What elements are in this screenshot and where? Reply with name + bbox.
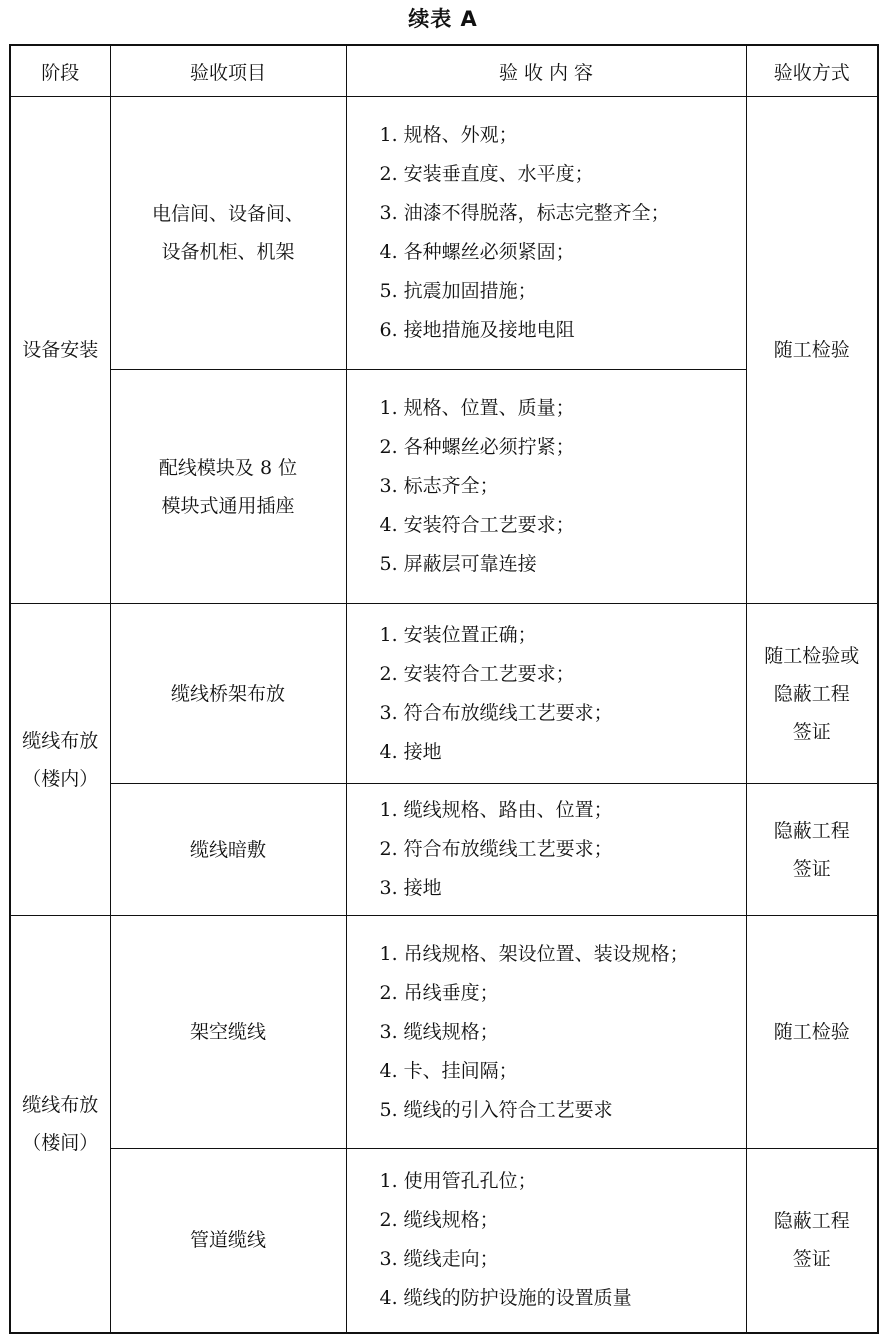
content-item: 1. 安装位置正确； <box>379 623 537 646</box>
item-cell <box>110 604 346 784</box>
content-item: 6. 接地措施及接地电阻 <box>379 319 575 341</box>
content-item: 2. 缆线规格； <box>379 1209 499 1232</box>
content-cell <box>346 370 746 604</box>
stage-text: 缆线布放 <box>22 1093 99 1116</box>
content-item: 2. 吊线垂度； <box>379 981 499 1004</box>
method-text: 随工检验或 <box>764 644 860 667</box>
table-title: 续表 A <box>408 7 478 31</box>
stage-cell <box>10 916 110 1333</box>
content-item: 4. 接地 <box>379 740 442 763</box>
content-item: 3. 接地 <box>379 877 442 899</box>
content-item: 2. 安装垂直度、水平度； <box>379 163 594 185</box>
table-row <box>10 916 878 1149</box>
stage-cell <box>10 97 110 604</box>
table-row <box>10 1149 878 1333</box>
stage-cell <box>10 604 110 916</box>
content-item: 5. 抗震加固措施； <box>379 280 537 302</box>
content-cell <box>346 97 746 370</box>
item-text: 模块式通用插座 <box>161 494 295 517</box>
method-cell <box>746 604 878 784</box>
table-row <box>10 604 878 784</box>
header-content: 验 收 内 容 <box>346 45 746 97</box>
header-row <box>10 45 878 97</box>
header-item: 验收项目 <box>110 45 346 97</box>
content-cell <box>346 604 746 784</box>
table-row <box>10 784 878 916</box>
header-method: 验收方式 <box>746 45 878 97</box>
stage-text: （楼内） <box>22 767 99 790</box>
content-item: 1. 缆线规格、路由、位置； <box>379 799 613 821</box>
content-item: 5. 屏蔽层可靠连接 <box>379 553 537 575</box>
method-text: 随工检验 <box>773 1021 850 1043</box>
method-text: 隐蔽工程 <box>773 1210 850 1233</box>
content-item: 3. 缆线走向； <box>379 1248 499 1271</box>
content-item: 1. 规格、位置、质量； <box>379 397 575 419</box>
method-cell <box>746 97 878 604</box>
method-text: 签证 <box>792 1248 831 1271</box>
method-text: 签证 <box>792 857 831 880</box>
content-cell <box>346 1149 746 1333</box>
content-item: 3. 标志齐全； <box>379 475 499 497</box>
acceptance-table <box>9 44 879 1334</box>
item-cell <box>110 1149 346 1333</box>
content-item: 2. 各种螺丝必须拧紧； <box>379 436 575 458</box>
method-cell <box>746 1149 878 1333</box>
content-item: 2. 符合布放缆线工艺要求； <box>379 838 613 860</box>
stage-text: 缆线布放 <box>22 729 99 752</box>
item-text: 配线模块及 8 位 <box>158 456 298 479</box>
item-cell <box>110 97 346 370</box>
method-cell <box>746 916 878 1149</box>
method-text: 隐蔽工程 <box>773 682 850 705</box>
content-item: 4. 缆线的防护设施的设置质量 <box>379 1287 632 1310</box>
stage-text: 设备安装 <box>22 339 99 361</box>
item-text: 缆线暗敷 <box>189 838 266 861</box>
content-item: 1. 使用管孔孔位； <box>379 1170 537 1193</box>
item-text: 管道缆线 <box>189 1229 266 1252</box>
content-cell <box>346 784 746 916</box>
item-text: 架空缆线 <box>189 1021 266 1043</box>
content-item: 4. 卡、挂间隔； <box>379 1059 518 1082</box>
content-item: 3. 油漆不得脱落，标志完整齐全； <box>379 202 670 224</box>
method-text: 隐蔽工程 <box>773 819 850 842</box>
content-item: 1. 吊线规格、架设位置、装设规格； <box>379 942 689 965</box>
content-item: 1. 规格、外观； <box>379 124 518 146</box>
content-item: 3. 缆线规格； <box>379 1020 499 1043</box>
content-item: 4. 各种螺丝必须紧固； <box>379 241 575 263</box>
item-text: 缆线桥架布放 <box>170 682 285 705</box>
item-text: 设备机柜、机架 <box>161 241 295 263</box>
item-cell <box>110 916 346 1149</box>
content-item: 4. 安装符合工艺要求； <box>379 514 575 536</box>
method-text: 签证 <box>792 720 831 743</box>
item-text: 电信间、设备间、 <box>151 203 304 225</box>
item-cell <box>110 370 346 604</box>
content-cell <box>346 916 746 1149</box>
content-item: 5. 缆线的引入符合工艺要求 <box>379 1098 613 1121</box>
table-row <box>10 97 878 370</box>
header-stage: 阶段 <box>10 45 110 97</box>
method-cell <box>746 784 878 916</box>
item-cell <box>110 784 346 916</box>
content-item: 3. 符合布放缆线工艺要求； <box>379 701 613 724</box>
content-item: 2. 安装符合工艺要求； <box>379 662 575 685</box>
stage-text: （楼间） <box>22 1131 99 1154</box>
method-text: 随工检验 <box>773 339 850 361</box>
